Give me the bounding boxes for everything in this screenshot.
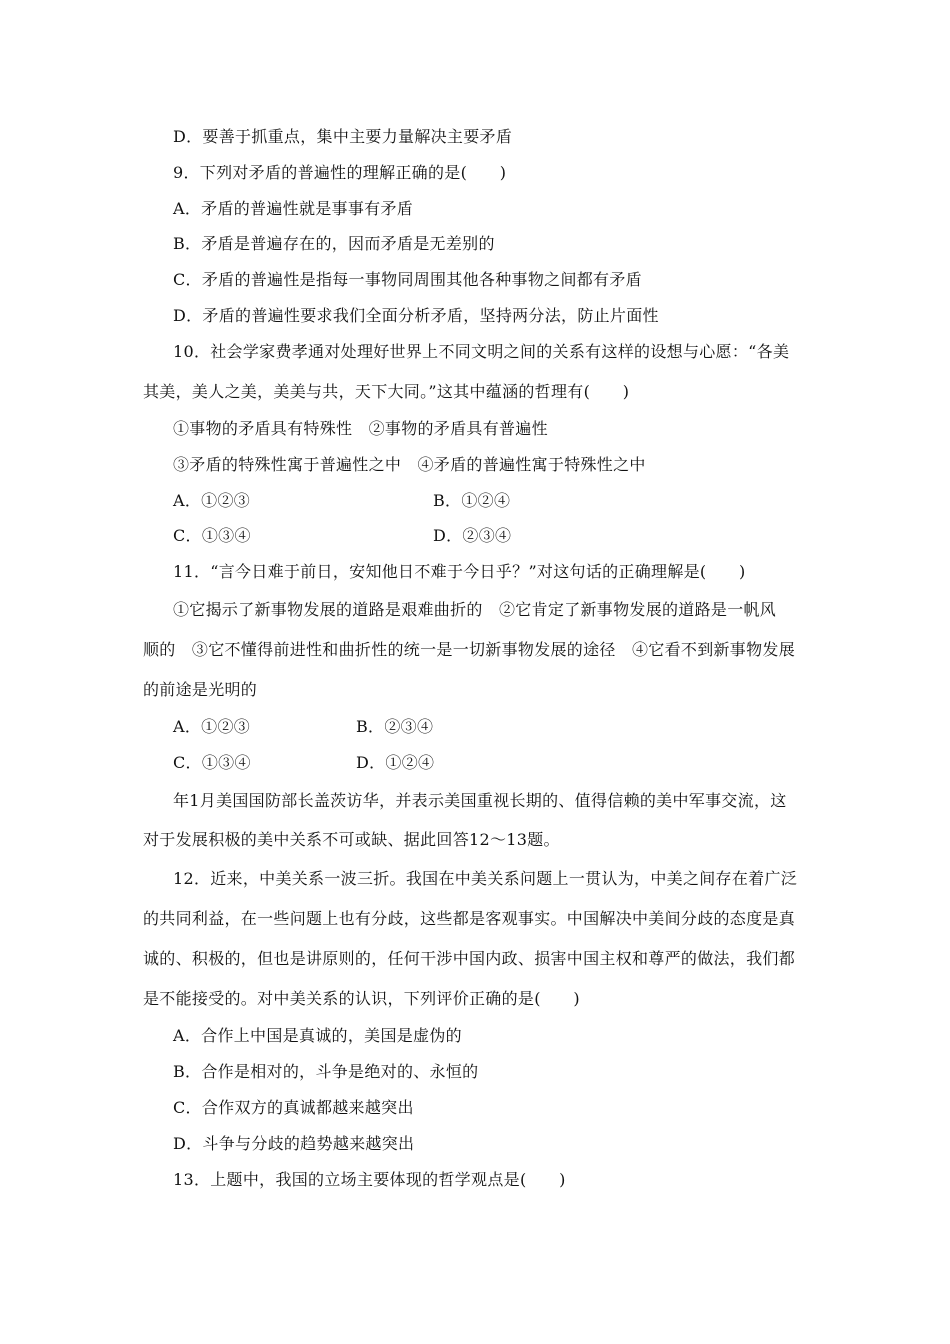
q12-stem-line-3: 诚的、积极的，但也是讲原则的，任何干涉中国内政、损害中国主权和尊严的做法，我们都 bbox=[143, 949, 796, 968]
q10-option-a: A．①②③ bbox=[173, 491, 251, 510]
q10-option-b: B．①②④ bbox=[433, 491, 511, 510]
q11-items-line-2: 顺的 ③它不懂得前进性和曲折性的统一是一切新事物发展的途径 ④它看不到新事物发展 bbox=[143, 640, 796, 659]
q10-stem-line-2: 其美，美人之美，美美与共，天下大同。”这其中蕴涵的哲理有( ) bbox=[143, 382, 630, 401]
q12-option-c: C．合作双方的真诚都越来越突出 bbox=[173, 1098, 414, 1117]
q9-option-d: D．矛盾的普遍性要求我们全面分析矛盾，坚持两分法，防止片面性 bbox=[173, 306, 659, 325]
q10-option-c: C．①③④ bbox=[173, 526, 251, 545]
q11-option-b: B．②③④ bbox=[356, 717, 434, 736]
q8-option-d: D．要善于抓重点，集中主要力量解决主要矛盾 bbox=[173, 127, 513, 146]
q11-items-line-3: 的前途是光明的 bbox=[143, 680, 258, 699]
q12-option-b: B．合作是相对的，斗争是绝对的、永恒的 bbox=[173, 1062, 479, 1081]
q9-option-c: C．矛盾的普遍性是指每一事物同周围其他各种事物之间都有矛盾 bbox=[173, 270, 642, 289]
q10-items-line-1: ①事物的矛盾具有特殊性 ②事物的矛盾具有普遍性 bbox=[173, 419, 548, 438]
intro-line-2: 对于发展积极的美中关系不可或缺、据此回答12～13题。 bbox=[143, 830, 560, 849]
q9-stem: 9．下列对矛盾的普遍性的理解正确的是( ) bbox=[173, 163, 507, 182]
q13-stem: 13．上题中，我国的立场主要体现的哲学观点是( ) bbox=[173, 1170, 566, 1189]
q10-items-line-2: ③矛盾的特殊性寓于普遍性之中 ④矛盾的普遍性寓于特殊性之中 bbox=[173, 455, 646, 474]
q12-stem-line-2: 的共同利益，在一些问题上也有分歧，这些都是客观事实。中国解决中美间分歧的态度是真 bbox=[143, 909, 796, 928]
q9-option-a: A．矛盾的普遍性就是事事有矛盾 bbox=[173, 199, 414, 218]
intro-line-1: 年1月美国国防部长盖茨访华，并表示美国重视长期的、值得信赖的美中军事交流，这 bbox=[173, 791, 787, 810]
q12-stem-line-4: 是不能接受的。对中美关系的认识，下列评价正确的是( ) bbox=[143, 989, 580, 1008]
q12-stem-line-1: 12．近来，中美关系一波三折。我国在中美关系问题上一贯认为，中美之间存在着广泛 bbox=[173, 869, 798, 888]
q11-option-a: A．①②③ bbox=[173, 717, 251, 736]
q12-option-a: A．合作上中国是真诚的，美国是虚伪的 bbox=[173, 1026, 462, 1045]
q11-option-c: C．①③④ bbox=[173, 753, 251, 772]
q10-option-d: D．②③④ bbox=[433, 526, 512, 545]
q11-items-line-1: ①它揭示了新事物发展的道路是艰难曲折的 ②它肯定了新事物发展的道路是一帆风 bbox=[173, 600, 777, 619]
q11-stem: 11．“言今日难于前日，安知他日不难于今日乎？”对这句话的正确理解是( ) bbox=[173, 562, 746, 581]
q10-stem-line-1: 10．社会学家费孝通对处理好世界上不同文明之间的关系有这样的设想与心愿：“各美 bbox=[173, 342, 790, 361]
q11-option-d: D．①②④ bbox=[356, 753, 435, 772]
q9-option-b: B．矛盾是普遍存在的，因而矛盾是无差别的 bbox=[173, 234, 495, 253]
q12-option-d: D．斗争与分歧的趋势越来越突出 bbox=[173, 1134, 415, 1153]
